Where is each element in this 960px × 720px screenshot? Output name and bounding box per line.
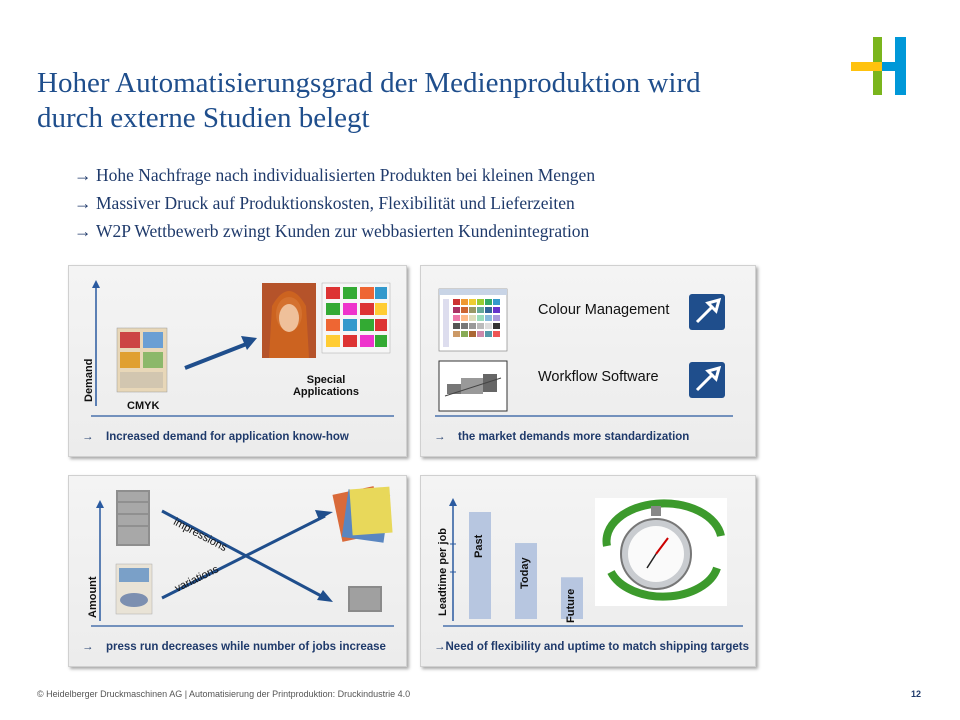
car-prints-image xyxy=(116,564,152,614)
title-line-2: durch externe Studien belegt xyxy=(37,102,370,134)
arrow-right-icon: → xyxy=(82,641,94,653)
colour-management-screenshot xyxy=(439,289,507,351)
bar-label: Future xyxy=(565,589,577,624)
bar-label: Past xyxy=(473,534,485,558)
stopwatch-image xyxy=(595,498,727,606)
bullet-list xyxy=(74,163,595,247)
arrow-right-icon: → xyxy=(434,641,446,653)
arrow-right-icon: → xyxy=(434,431,446,443)
panel-leadtime xyxy=(420,475,756,667)
colour-management-label: Colour Management xyxy=(538,302,670,318)
magazines-image xyxy=(332,486,392,543)
workflow-software-screenshot xyxy=(439,361,507,411)
bullet-item: → Hohe Nachfrage nach individualisierten Produkten bei kleinen Mengen xyxy=(74,165,596,185)
bullet-item: → W2P Wettbewerb zwingt Kunden zur webbasierten Kundenintegration xyxy=(74,221,590,241)
demand-axis-label: Demand xyxy=(83,358,95,402)
print-sheets xyxy=(322,283,390,353)
impressions-label: impressions xyxy=(171,516,229,555)
slide-title xyxy=(37,66,837,136)
leadtime-axis-label: Leadtime per job xyxy=(437,527,449,616)
panel-caption: → press run decreases while number of jobs increase xyxy=(82,641,386,653)
panel-demand xyxy=(68,265,407,457)
arrow-right-icon: → xyxy=(74,193,92,213)
title-line-1: Hoher Automatisierungsgrad der Medienproduktion wird xyxy=(37,67,701,99)
trend-up-icon xyxy=(689,294,725,330)
variations-label: variations xyxy=(173,563,221,595)
brochure-thumbnail xyxy=(117,328,167,392)
amount-axis-label: Amount xyxy=(87,576,99,618)
bar-past xyxy=(469,512,491,619)
footer-text: © Heidelberger Druckmaschinen AG | Automatisierung der Printproduktion: Druckindustrie 4.0 xyxy=(37,689,411,699)
workflow-software-label: Workflow Software xyxy=(538,369,659,385)
single-print-image xyxy=(348,586,382,612)
heidelberg-logo xyxy=(851,37,923,95)
panel-press-runs xyxy=(68,475,407,667)
bullet-item: → Massiver Druck auf Produktionskosten, Flexibilität und Lieferzeiten xyxy=(74,193,575,213)
special-applications-label: Special Applications xyxy=(292,374,359,398)
panel-caption: → Increased demand for application know-how xyxy=(82,431,349,443)
arrow-right-icon: → xyxy=(74,221,92,241)
bar-label: Today xyxy=(519,557,531,590)
fashion-photo xyxy=(262,283,316,358)
panel-standardization xyxy=(420,265,756,457)
arrow-right-icon: → xyxy=(82,431,94,443)
cmyk-label: CMYK xyxy=(127,400,160,412)
panel-caption: → the market demands more standardization xyxy=(434,431,690,443)
page-number: 12 xyxy=(911,689,922,699)
panel-caption: → Need of flexibility and uptime to match shipping targets xyxy=(434,641,750,653)
arrow-right-icon: → xyxy=(74,165,92,185)
paper-stack-image xyxy=(116,490,150,546)
trend-up-icon xyxy=(689,362,725,398)
